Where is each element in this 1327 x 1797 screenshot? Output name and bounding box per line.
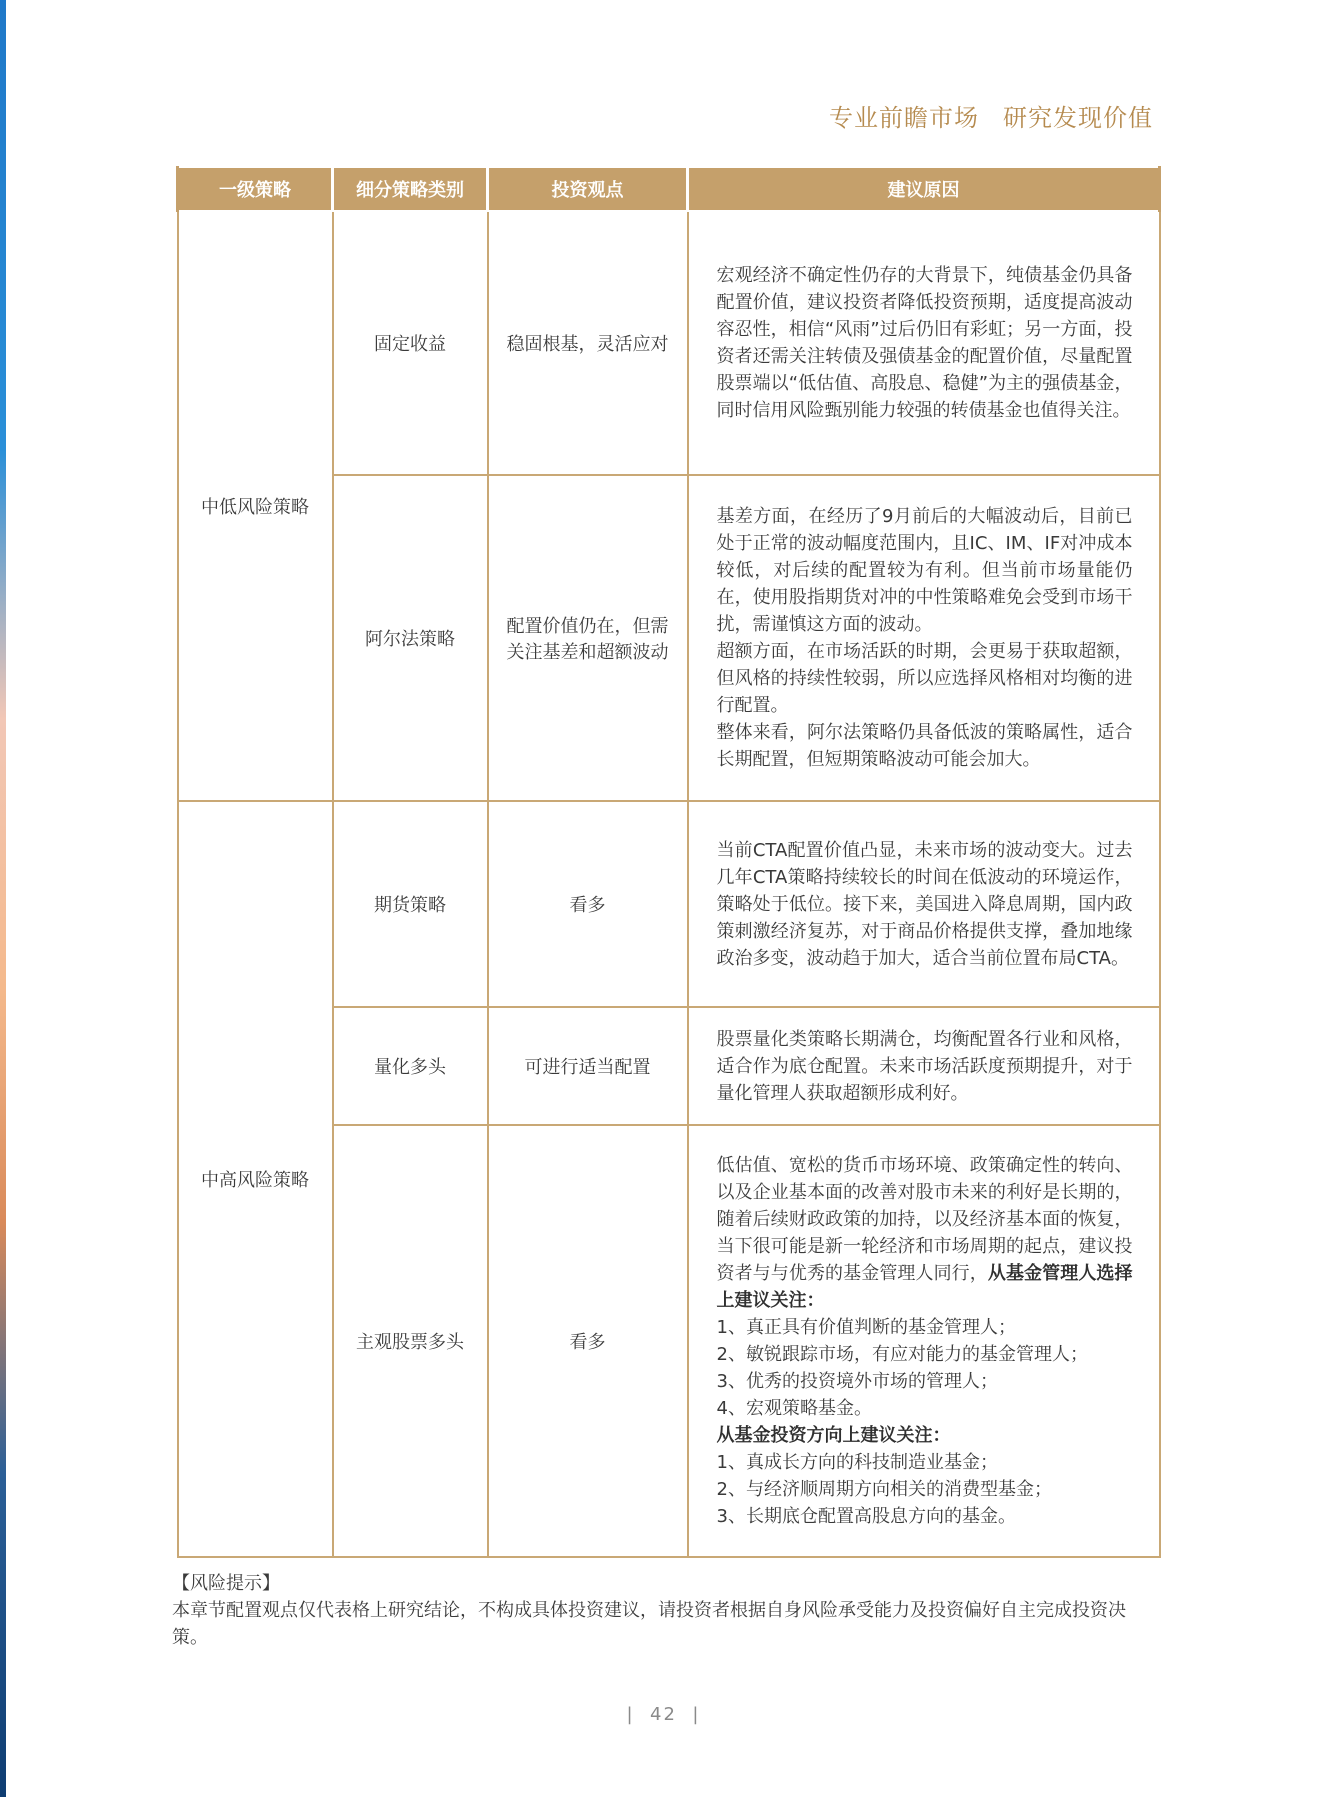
- reason-cell: [688, 801, 1160, 1007]
- reason-cell: [688, 475, 1160, 801]
- view-cell: 稳固根基，灵活应对: [488, 211, 688, 475]
- header-slogan: [829, 98, 1153, 133]
- reason-cell: [688, 1125, 1160, 1557]
- list-item: 2、敏锐跟踪市场，有应对能力的基金管理人；: [716, 1344, 1088, 1365]
- reason-paragraph: [717, 1152, 1133, 1314]
- view-cell: 看多: [488, 801, 688, 1007]
- category-cell: 固定收益: [333, 211, 488, 475]
- list-item: 1、真正具有价值判断的基金管理人；: [716, 1317, 1016, 1338]
- header-reason: 建议原因: [688, 167, 1160, 211]
- reason-bold-heading: 从基金管理人选择上建议关注：: [716, 1263, 1133, 1311]
- list-item: 3、优秀的投资境外市场的管理人；: [716, 1371, 998, 1392]
- table-row: [178, 211, 1160, 475]
- reason-paragraph: 超额方面，在市场活跃的时期，会更易于获取超额，但风格的持续性较弱，所以应选择风格相对均衡的进行配置。: [716, 641, 1133, 716]
- list-item: 4、宏观策略基金。: [716, 1398, 872, 1419]
- slogan-part-2: 研究发现价值: [1003, 104, 1153, 132]
- level1-cell: 中低风险策略: [178, 211, 333, 801]
- risk-notice: [172, 1570, 1158, 1651]
- reason-intro: 低估值、宽松的货币市场环境、政策确定性的转向、以及企业基本面的改善对股市未来的利好是长期的，随着后续财政政策的加持，以及经济基本面的恢复，当下很可能是新一轮经济和市场周期的起点，建议投资者与与优秀的基金管理人同行，: [716, 1155, 1133, 1284]
- category-cell: 阿尔法策略: [333, 475, 488, 801]
- slogan-part-1: 专业前瞻市场: [829, 104, 979, 132]
- view-cell: 可进行适当配置: [488, 1007, 688, 1125]
- reason-paragraph: 当前CTA配置价值凸显，未来市场的波动变大。过去几年CTA策略持续较长的时间在低波动的环境运作，策略处于低位。接下来，美国进入降息周期，国内政策刺激经济复苏，对于商品价格提供支撑，叠加地缘政治多变，波动趋于加大，适合当前位置布局CTA。: [716, 839, 1133, 969]
- reason-cell: [688, 211, 1160, 475]
- view-cell: 看多: [488, 1125, 688, 1557]
- strategy-table: [176, 166, 1161, 1558]
- list-item: 3、长期底仓配置高股息方向的基金。: [716, 1506, 1016, 1527]
- risk-text: 本章节配置观点仅代表格上研究结论，不构成具体投资建议，请投资者根据自身风险承受能力及投资偏好自主完成投资决策。: [172, 1600, 1126, 1648]
- category-cell: 期货策略: [333, 801, 488, 1007]
- table-header-row: [178, 167, 1160, 211]
- list-item: 1、真成长方向的科技制造业基金；: [716, 1452, 998, 1473]
- page-edge-strip: [0, 0, 6, 1797]
- direction-list: [717, 1449, 1133, 1530]
- reason-paragraph: 股票量化类策略长期满仓，均衡配置各行业和风格，适合作为底仓配置。未来市场活跃度预期提升，对于量化管理人获取超额形成利好。: [716, 1028, 1133, 1104]
- category-cell: 量化多头: [333, 1007, 488, 1125]
- view-cell: 配置价值仍在，但需关注基差和超额波动: [488, 475, 688, 801]
- reason-bold-heading: 从基金投资方向上建议关注：: [716, 1425, 951, 1446]
- reason-paragraph: 基差方面，在经历了9月前后的大幅波动后，目前已处于正常的波动幅度范围内，且IC、IM、IF对冲成本较低，对后续的配置较为有利。但当前市场量能仍在，使用股指期货对冲的中性策略难免会受到市场干扰，需谨慎这方面的波动。: [716, 506, 1133, 635]
- page-number-value: 42: [650, 1704, 677, 1725]
- header-view: 投资观点: [488, 167, 688, 211]
- page-number: | 42 |: [626, 1704, 701, 1725]
- header-category: 细分策略类别: [333, 167, 488, 211]
- list-item: 2、与经济顺周期方向相关的消费型基金；: [716, 1479, 1052, 1500]
- reason-paragraph: 整体来看，阿尔法策略仍具备低波的策略属性，适合长期配置，但短期策略波动可能会加大。: [716, 722, 1133, 770]
- header-level1: 一级策略: [178, 167, 333, 211]
- category-cell: 主观股票多头: [333, 1125, 488, 1557]
- reason-paragraph: 宏观经济不确定性仍存的大背景下，纯债基金仍具备配置价值，建议投资者降低投资预期，适度提高波动容忍性，相信“风雨”过后仍旧有彩虹；另一方面，投资者还需关注转债及强债基金的配置价值，尽量配置股票端以“低估值、高股息、稳健”为主的强债基金，同时信用风险甄别能力较强的转债基金也值得关注。: [716, 265, 1133, 421]
- manager-list: [717, 1314, 1133, 1422]
- table-row: [178, 801, 1160, 1007]
- reason-cell: [688, 1007, 1160, 1125]
- risk-title: 【风险提示】: [172, 1573, 280, 1594]
- level1-cell: 中高风险策略: [178, 801, 333, 1557]
